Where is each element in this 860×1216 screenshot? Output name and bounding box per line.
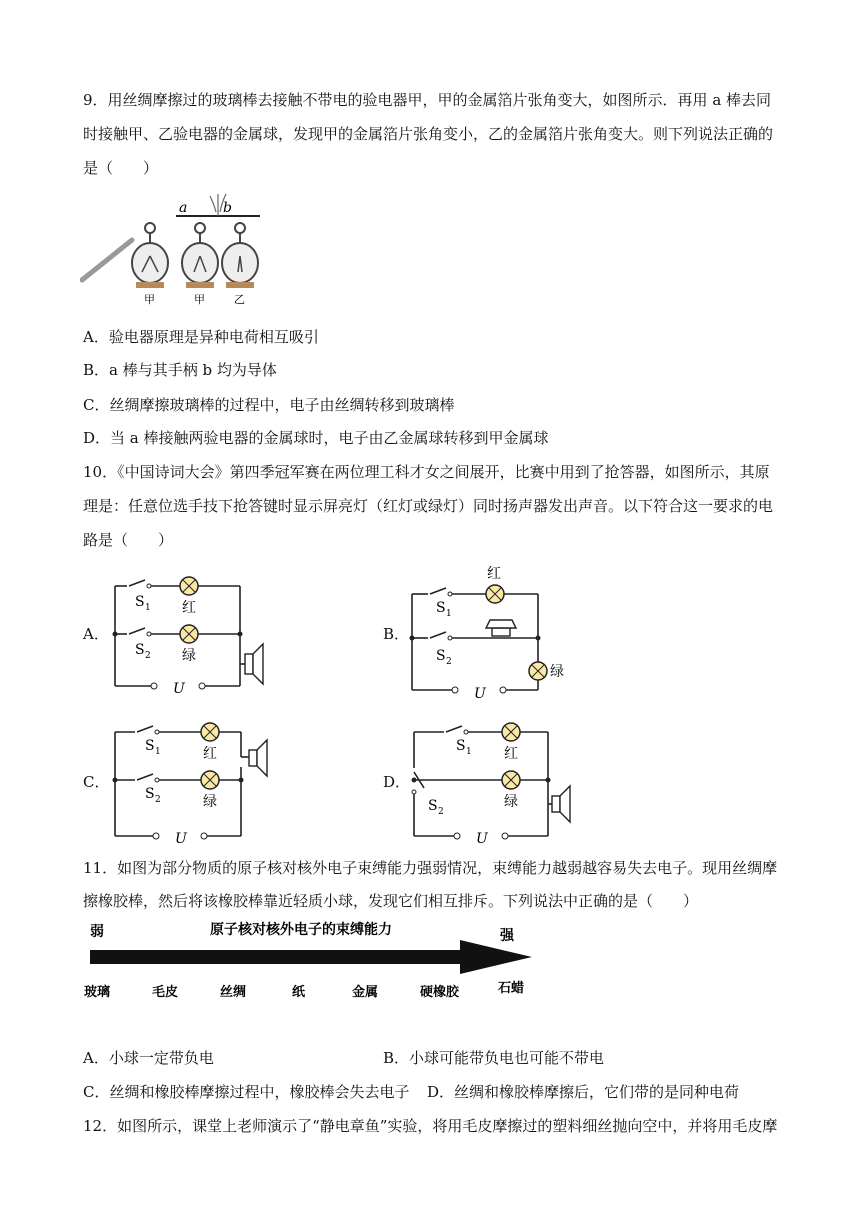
material-hard-rubber: 硬橡胶 [420, 985, 460, 1000]
speaker-icon [552, 786, 570, 822]
circuit-d [402, 712, 582, 847]
weak-label: 弱 [90, 924, 104, 940]
lamp-icon [502, 771, 520, 789]
speaker-icon [245, 644, 263, 684]
svg-text:2: 2 [438, 807, 444, 817]
q9-line-2: 时接触甲、乙验电器的金属球，发现甲的金属箔片张角变小，乙的金属箔片张角变大。则下列说法正确的 [83, 125, 774, 143]
material-paraffin: 石蜡 [498, 981, 525, 996]
q12-line-1: 12．如图所示，课堂上老师演示了“静电章鱼”实验，将用毛皮摩擦过的塑料细丝抛向空中，并将用毛皮摩 [83, 1117, 778, 1135]
arrow-title: 原子核对核外电子的束缚能力 [210, 922, 392, 938]
svg-text:S: S [135, 594, 145, 610]
svg-text:S: S [428, 798, 438, 814]
lamp-icon [486, 585, 504, 603]
arrow-icon [90, 940, 532, 974]
svg-text:1: 1 [145, 603, 151, 613]
svg-text:绿: 绿 [203, 794, 217, 810]
svg-text:1: 1 [446, 609, 452, 619]
svg-text:U: U [474, 686, 486, 702]
handle-b-label: b [223, 200, 232, 216]
material-metal: 金属 [352, 985, 379, 1000]
lamp-icon [529, 662, 547, 680]
speaker-icon [249, 740, 267, 776]
q9-option-c: C．丝绸摩擦玻璃棒的过程中，电子由丝绸转移到玻璃棒 [83, 396, 455, 414]
lamp-icon [180, 577, 198, 595]
q9-option-b: B．a 棒与其手柄 b 均为导体 [83, 361, 277, 379]
svg-text:2: 2 [155, 795, 161, 805]
q10-line-2: 理是：任意位选手技下抢答键时显示屏亮灯（红灯或绿灯）同时扬声器发出声音。以下符合这一要求的电 [83, 497, 774, 515]
caption-jia-1: 甲 [144, 293, 155, 306]
q11-line-1: 11．如图为部分物质的原子核对核外电子束缚能力强弱情况，束缚能力越弱越容易失去电子。现用丝绸摩 [83, 859, 778, 877]
svg-text:绿: 绿 [550, 664, 564, 680]
q9-option-d: D．当 a 棒接触两验电器的金属球时，电子由乙金属球转移到甲金属球 [83, 429, 549, 447]
material-silk: 丝绸 [220, 985, 247, 1000]
rod-a-label: a [179, 200, 188, 216]
caption-jia-2: 甲 [194, 293, 205, 306]
q11-option-c: C．丝绸和橡胶棒摩擦过程中，橡胶棒会失去电子 [83, 1083, 410, 1101]
svg-text:S: S [145, 738, 155, 754]
caption-yi: 乙 [234, 293, 245, 306]
circuit-c [105, 712, 285, 847]
svg-text:S: S [145, 786, 155, 802]
svg-text:S: S [436, 648, 446, 664]
q9-line-1: 9．用丝绸摩擦过的玻璃棒去接触不带电的验电器甲，甲的金属箔片张角变大，如图所示．再用 a 棒去同 [83, 91, 772, 109]
svg-text:红: 红 [504, 746, 518, 762]
binding-ability-figure [80, 916, 540, 1006]
circuit-a [105, 568, 275, 698]
electroscope-figure [80, 188, 270, 308]
lamp-icon [502, 723, 520, 741]
material-glass: 玻璃 [84, 985, 111, 1000]
svg-text:1: 1 [466, 747, 472, 757]
circuit-d-label: D． [383, 773, 411, 791]
strong-label: 强 [500, 928, 514, 944]
material-paper: 纸 [292, 985, 306, 1000]
svg-text:S: S [436, 600, 446, 616]
circuit-b [400, 562, 580, 702]
q10-line-1: 10．《中国诗词大会》第四季冠军赛在两位理工科才女之间展开，比赛中用到了抢答器，如图所示，其原 [83, 463, 770, 481]
circuit-b-label: B． [383, 625, 410, 643]
svg-text:U: U [476, 831, 488, 847]
svg-text:2: 2 [145, 651, 151, 661]
svg-text:2: 2 [446, 657, 452, 667]
q11-option-d: D．丝绸和橡胶棒摩擦后，它们带的是同种电荷 [427, 1083, 740, 1101]
q11-option-a: A．小球一定带负电 [83, 1049, 214, 1067]
material-fur: 毛皮 [152, 985, 179, 1000]
svg-text:红: 红 [203, 746, 217, 762]
svg-text:S: S [456, 738, 466, 754]
speaker-icon [486, 620, 516, 636]
q9-line-3: 是（ ） [83, 159, 159, 177]
lamp-icon [201, 771, 219, 789]
q9-option-a: A．验电器原理是异种电荷相互吸引 [83, 328, 319, 346]
svg-text:1: 1 [155, 747, 161, 757]
svg-text:S: S [135, 642, 145, 658]
svg-text:U: U [173, 681, 185, 697]
q11-option-b: B．小球可能带负电也可能不带电 [383, 1049, 605, 1067]
svg-text:绿: 绿 [504, 794, 518, 810]
svg-text:绿: 绿 [182, 648, 196, 664]
svg-text:红: 红 [487, 566, 501, 582]
q10-line-3: 路是（ ） [83, 531, 174, 549]
circuit-c-label: C． [83, 773, 110, 791]
circuit-a-label: A． [83, 625, 109, 643]
q11-line-2: 擦橡胶棒，然后将该橡胶棒靠近轻质小球，发现它们相互排斥。下列说法中正确的是（ ） [83, 892, 699, 910]
lamp-icon [201, 723, 219, 741]
svg-text:红: 红 [182, 600, 196, 616]
lamp-icon [180, 625, 198, 643]
svg-text:U: U [175, 831, 187, 847]
